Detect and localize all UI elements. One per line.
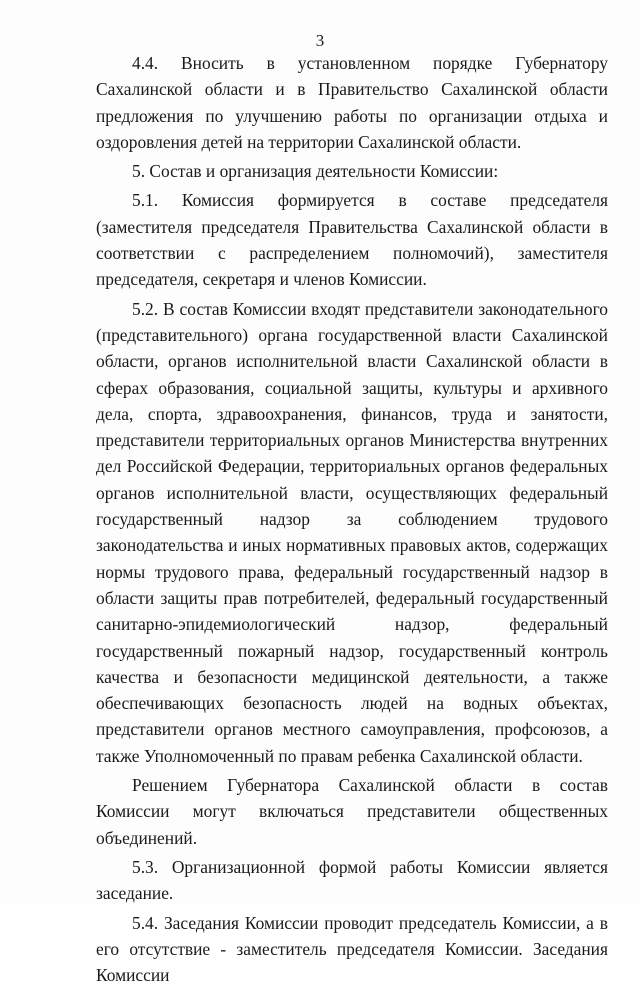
section-5-heading: 5. Состав и организация деятельности Комиссии:	[96, 158, 608, 184]
document-body	[96, 50, 608, 988]
page-number: 3	[0, 30, 640, 52]
paragraph-5-3: 5.3. Организационной формой работы Комиссии является заседание.	[96, 854, 608, 907]
paragraph-5-2: 5.2. В состав Комиссии входят представители законодательного (представительного) органа государственной власти Сахалинской области, органов исполнительной власти Сахалинской области в сферах образования, социальной защиты, культуры и архивного дела, спорта, здравоохранения, финансов, труда и занятости, представители территориальных органов Министерства внутренних дел Российской Федерации, территориальных органов федеральных органов исполнительной власти, осуществляющих федеральный государственный надзор за соблюдением трудового законодательства и иных нормативных правовых актов, содержащих нормы трудового права, федеральный государственный надзор в области защиты прав потребителей, федеральный государственный санитарно-эпидемиологический надзор, федеральный государственный пожарный надзор, государственный контроль качества и безопасности медицинской деятельности, а также обеспечивающих безопасность людей на водных объектах, представители органов местного самоуправления, профсоюзов, а также Уполномоченный по правам ребенка Сахалинской области.	[96, 296, 608, 769]
paragraph-governor-decision: Решением Губернатора Сахалинской области в состав Комиссии могут включаться представители общественных объединений.	[96, 772, 608, 851]
paragraph-4-4: 4.4. Вносить в установленном порядке Губернатору Сахалинской области и в Правительство Сахалинской области предложения по улучшению работы по организации отдыха и оздоровления детей на территории Сахалинской области.	[96, 50, 608, 155]
paragraph-5-1: 5.1. Комиссия формируется в составе председателя (заместителя председателя Правительства Сахалинской области в соответствии с распределением полномочий), заместителя председателя, секретаря и членов Комиссии.	[96, 187, 608, 292]
paragraph-5-4: 5.4. Заседания Комиссии проводит председатель Комиссии, а в его отсутствие - заместитель председателя Комиссии. Заседания Комиссии	[96, 910, 608, 988]
